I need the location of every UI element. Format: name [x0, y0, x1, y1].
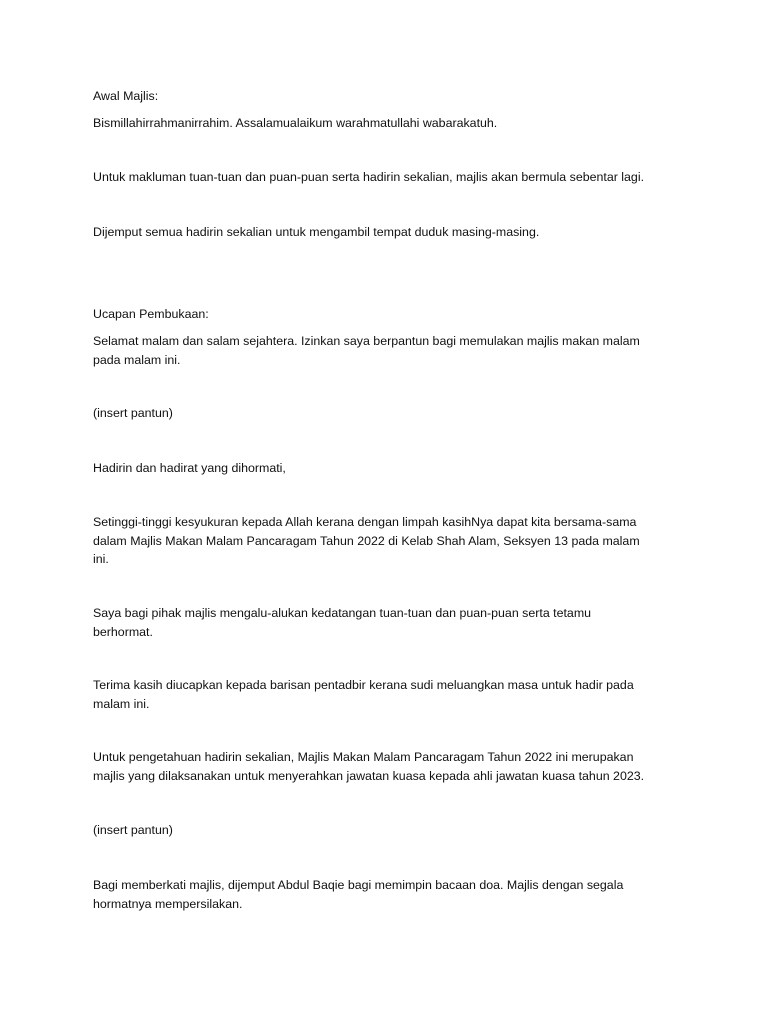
- paragraph-terima-kasih: Terima kasih diucapkan kepada barisan pentadbir kerana sudi meluangkan masa untuk hadir pada malam ini.: [93, 678, 634, 711]
- heading-ucapan-pembukaan: Ucapan Pembukaan:: [93, 307, 209, 321]
- paragraph-bacaan-doa: Bagi memberkati majlis, dijemput Abdul Baqie bagi memimpin bacaan doa. Majlis dengan segala hormatnya mempersilakan.: [93, 878, 624, 911]
- paragraph-insert-pantun-2: (insert pantun): [93, 823, 173, 837]
- paragraph-selamat-malam: Selamat malam dan salam sejahtera. Izinkan saya berpantun bagi memulakan majlis makan malam pada malam ini.: [93, 334, 640, 367]
- heading-awal-majlis: Awal Majlis:: [93, 89, 159, 103]
- paragraph-salam: Bismillahirrahmanirrahim. Assalamualaikum warahmatullahi wabarakatuh.: [93, 116, 498, 130]
- paragraph-insert-pantun-1: (insert pantun): [93, 406, 173, 420]
- paragraph-makluman: Untuk makluman tuan-tuan dan puan-puan serta hadirin sekalian, majlis akan bermula sebentar lagi.: [93, 170, 645, 184]
- paragraph-hadirin: Hadirin dan hadirat yang dihormati,: [93, 461, 286, 475]
- paragraph-mengalu-alukan: Saya bagi pihak majlis mengalu-alukan kedatangan tuan-tuan dan puan-puan serta tetamu berhormat.: [93, 606, 592, 639]
- paragraph-kesyukuran: Setinggi-tinggi kesyukuran kepada Allah kerana dengan limpah kasihNya dapat kita bersama-sama dalam Majlis Makan Malam Pancaragam Tahun 2022 di Kelab Shah Alam, Seksyen 13 pada malam ini.: [93, 515, 640, 566]
- paragraph-dijemput: Dijemput semua hadirin sekalian untuk mengambil tempat duduk masing-masing.: [93, 225, 540, 239]
- paragraph-pengetahuan: Untuk pengetahuan hadirin sekalian, Majlis Makan Malam Pancaragam Tahun 2022 ini merupakan majlis yang dilaksanakan untuk menyerahkan jawatan kuasa kepada ahli jawatan kuasa tahun 2023.: [93, 750, 645, 783]
